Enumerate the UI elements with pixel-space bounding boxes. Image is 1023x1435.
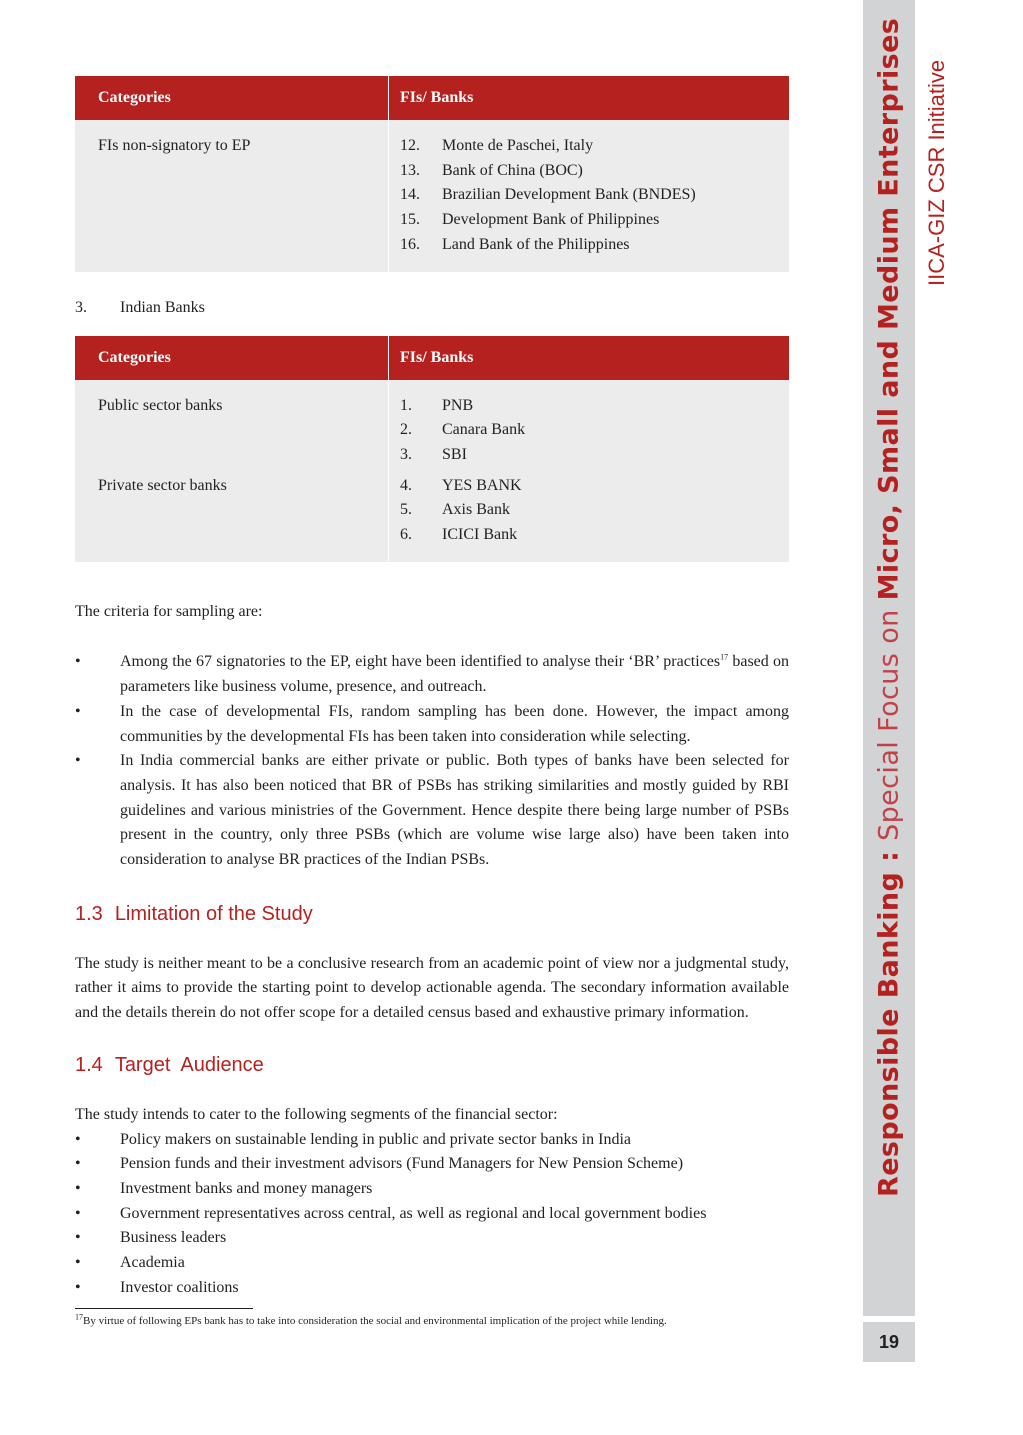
- list-item: 13. Bank of China (BOC): [400, 161, 583, 179]
- bullet: •: [75, 1179, 81, 1197]
- bullet: •: [75, 1229, 81, 1247]
- bank-list: [400, 120, 789, 272]
- footnote-ref: 17: [720, 653, 729, 663]
- list-item: • Investor coalitions: [75, 1276, 789, 1301]
- list-item: 4. YES BANK: [400, 476, 522, 494]
- bullet: •: [75, 653, 81, 671]
- bullet: •: [75, 1130, 81, 1148]
- footnote: $^{17}$By virtue of following EPs bank has to take into consideration the social and environmental implication of the project while lending.: [75, 1311, 667, 1327]
- list-item: • Government representatives across central, as well as regional and local government bodies: [75, 1202, 789, 1227]
- bullet: •: [75, 1204, 81, 1222]
- list-item: • Policy makers on sustainable lending in public and private sector banks in India: [75, 1128, 789, 1153]
- list-item: 1. PNB: [400, 396, 474, 414]
- bullet: •: [75, 1254, 81, 1272]
- list-item: • Among the 67 signatories to the EP, eight have been identified to analyse their ‘BR’ practices$^{17}$ based on parameters like business volume, presence, and outreach.: [75, 650, 789, 699]
- table-header-categories: Categories: [75, 336, 389, 380]
- list-item: • Academia: [75, 1251, 789, 1276]
- section-heading-1-4: 1.4 Target Audience: [75, 1053, 264, 1076]
- list-item: • Business leaders: [75, 1226, 789, 1251]
- page-content: [75, 76, 789, 1327]
- criteria-list: [75, 650, 789, 872]
- list-item: 5. Axis Bank: [400, 501, 510, 519]
- list-item: • Investment banks and money managers: [75, 1177, 789, 1202]
- list-item: 6. ICICI Bank: [400, 526, 518, 544]
- category-label: FIs non-signatory to EP: [98, 137, 251, 154]
- bullet: •: [75, 752, 81, 770]
- category-label: Private sector banks: [98, 476, 227, 494]
- audience-list: [75, 1128, 789, 1301]
- list-item: 15. Development Bank of Philippines: [400, 211, 660, 229]
- list-item: 14. Brazilian Development Bank (BNDES): [400, 186, 696, 204]
- footnote-divider: [75, 1308, 253, 1309]
- list-item: 3. SBI: [400, 445, 467, 463]
- sidebar-title: Responsible Banking : Special Focus on Micro, Small and Medium Enterprises: [873, 18, 905, 1198]
- criteria-intro: The criteria for sampling are:: [75, 602, 263, 620]
- table-header-fis-banks: FIs/ Banks: [389, 76, 790, 120]
- page-number: 19: [863, 1322, 915, 1362]
- sidebar-subtitle: IICA-GIZ CSR Initiative: [924, 59, 949, 286]
- table-header-fis-banks: FIs/ Banks: [389, 336, 790, 380]
- list-item: • In India commercial banks are either private or public. Both types of banks have been selected for analysis. It has also been noticed that BR of PSBs has striking similarities and mostly guided by RBI guidelines and various ministries of the Government. Hence despite there being large number of PSBs present in the country, only three PSBs (which are volume wise large also) have been taken into consideration to analyse BR practices of the Indian PSBs.: [75, 749, 789, 873]
- list-item: 2. Canara Bank: [400, 421, 526, 439]
- section-heading-1-3: 1.3 Limitation of the Study: [75, 902, 313, 925]
- fi-table-non-signatory: [75, 76, 789, 272]
- list-item: 16. Land Bank of the Philippines: [400, 235, 630, 253]
- bullet: •: [75, 1278, 81, 1296]
- limitation-paragraph: The study is neither meant to be a conclusive research from an academic point of view nor a judgmental study, rather it aims to provide the starting point to develop actionable agenda. The secondary information available and the details therein do not offer scope for a detailed census based and exhaustive primary information.: [75, 954, 789, 1022]
- list-item: 12. Monte de Paschei, Italy: [400, 137, 594, 154]
- table-row: [75, 120, 789, 272]
- table-header-categories: Categories: [75, 76, 389, 120]
- audience-intro: The study intends to cater to the following segments of the financial sector:: [75, 1105, 558, 1123]
- indian-banks-label: 3. Indian Banks: [75, 298, 205, 316]
- list-item: • Pension funds and their investment advisors (Fund Managers for New Pension Scheme): [75, 1152, 789, 1177]
- bank-list: [400, 380, 789, 562]
- list-item: • In the case of developmental FIs, random sampling has been done. However, the impact among communities by the developmental FIs has been taken into consideration while selecting.: [75, 700, 789, 749]
- fi-table-indian-banks: [75, 336, 789, 562]
- bullet: •: [75, 1155, 81, 1173]
- table-row: [75, 380, 789, 562]
- category-label: Public sector banks: [98, 396, 223, 414]
- bullet: •: [75, 702, 81, 720]
